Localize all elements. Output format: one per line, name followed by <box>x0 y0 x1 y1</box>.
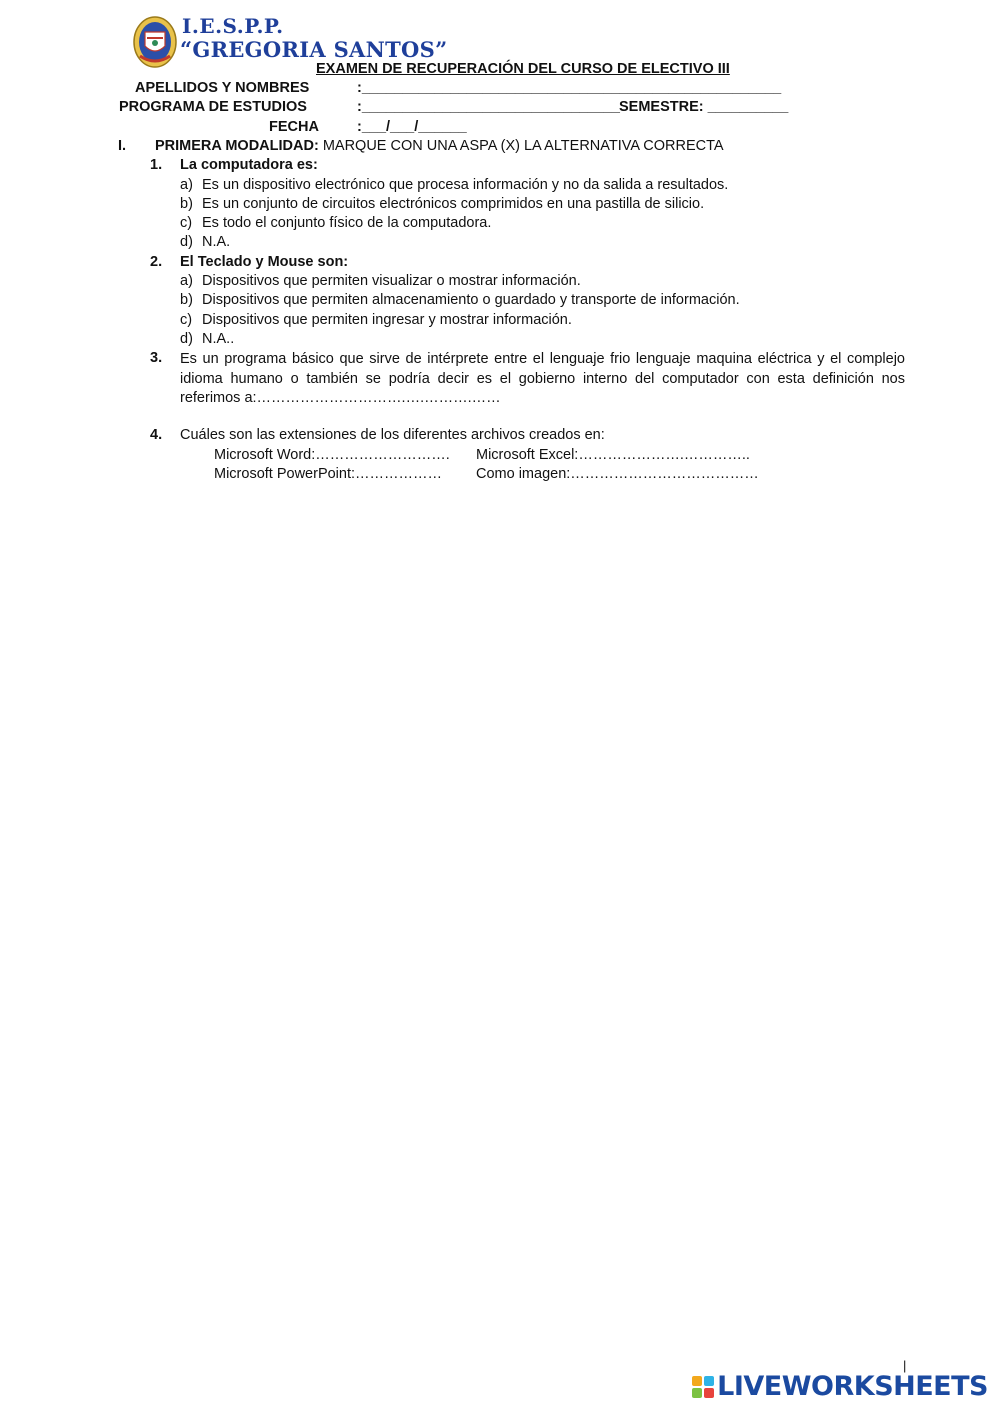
q4-excel-field[interactable]: Microsoft Excel:………………….………….. <box>476 447 750 463</box>
q4-number: 4. <box>150 427 163 443</box>
q2-option-d-text: N.A.. <box>202 331 235 347</box>
q2-option-a-letter[interactable]: a) <box>180 273 193 289</box>
institution-acronym: I.E.S.P.P. <box>182 14 284 38</box>
date-field[interactable]: :___/___/______ <box>357 119 467 135</box>
q1-option-c-text: Es todo el conjunto físico de la computadora. <box>202 215 492 231</box>
names-field[interactable]: :____________________________________________________ <box>357 80 782 96</box>
q4-powerpoint-field[interactable]: Microsoft PowerPoint:……………… <box>214 466 443 482</box>
exam-title: EXAMEN DE RECUPERACIÓN DEL CURSO DE ELECTIVO III <box>316 61 730 77</box>
school-crest-logo <box>133 16 177 68</box>
q2-option-b-letter[interactable]: b) <box>180 292 193 308</box>
q1-option-a-letter[interactable]: a) <box>180 177 193 193</box>
q2-text: El Teclado y Mouse son: <box>180 254 349 270</box>
section-heading <box>155 138 724 154</box>
q2-option-c-letter[interactable]: c) <box>180 312 193 328</box>
page-marker: | <box>903 1358 907 1373</box>
section-numeral: I. <box>118 138 127 154</box>
q2-option-d-letter[interactable]: d) <box>180 331 193 347</box>
q2-option-a-text: Dispositivos que permiten visualizar o mostrar información. <box>202 273 581 289</box>
q1-option-b-letter[interactable]: b) <box>180 196 193 212</box>
date-label: FECHA <box>269 119 319 135</box>
q3-text: Es un programa básico que sirve de intérprete entre el lenguaje frio lenguaje maquina eléctrica y el complejo idioma humano o también se podría decir es el gobierno interno del computador con esta definición nos referimos a:………………………….….……….…… <box>180 351 905 406</box>
program-field[interactable]: :________________________________ <box>357 99 620 115</box>
q4-text: Cuáles son las extensiones de los diferentes archivos creados en: <box>180 427 605 443</box>
q2-number: 2. <box>150 254 163 270</box>
program-label: PROGRAMA DE ESTUDIOS <box>119 99 307 115</box>
q1-option-b-text: Es un conjunto de circuitos electrónicos comprimidos en una pastilla de silicio. <box>202 196 705 212</box>
q1-option-c-letter[interactable]: c) <box>180 215 193 231</box>
q4-word-field[interactable]: Microsoft Word:………………………. <box>214 447 450 463</box>
q2-option-b-text: Dispositivos que permiten almacenamiento o guardado y transporte de información. <box>202 292 740 308</box>
liveworksheets-brand: LIVEWORKSHEETS <box>717 1371 988 1402</box>
liveworksheets-logo <box>692 1371 988 1402</box>
section-title-bold: PRIMERA MODALIDAD: <box>155 138 319 154</box>
q3-number: 3. <box>150 350 163 366</box>
q1-text: La computadora es: <box>180 157 318 173</box>
q1-option-a-text: Es un dispositivo electrónico que procesa información y no da salida a resultados. <box>202 177 729 193</box>
q1-number: 1. <box>150 157 163 173</box>
q2-option-c-text: Dispositivos que permiten ingresar y mostrar información. <box>202 312 572 328</box>
liveworksheets-icon <box>692 1376 714 1398</box>
institution-name: “GREGORIA SANTOS” <box>180 37 448 62</box>
section-title-rest: MARQUE CON UNA ASPA (X) LA ALTERNATIVA CORRECTA <box>322 138 724 154</box>
q1-option-d-letter[interactable]: d) <box>180 234 193 250</box>
semester-field[interactable]: SEMESTRE: __________ <box>619 99 789 115</box>
names-label: APELLIDOS Y NOMBRES <box>135 80 310 96</box>
q4-image-field[interactable]: Como imagen:………………………………… <box>476 466 759 482</box>
q1-option-d-text: N.A. <box>202 234 231 250</box>
